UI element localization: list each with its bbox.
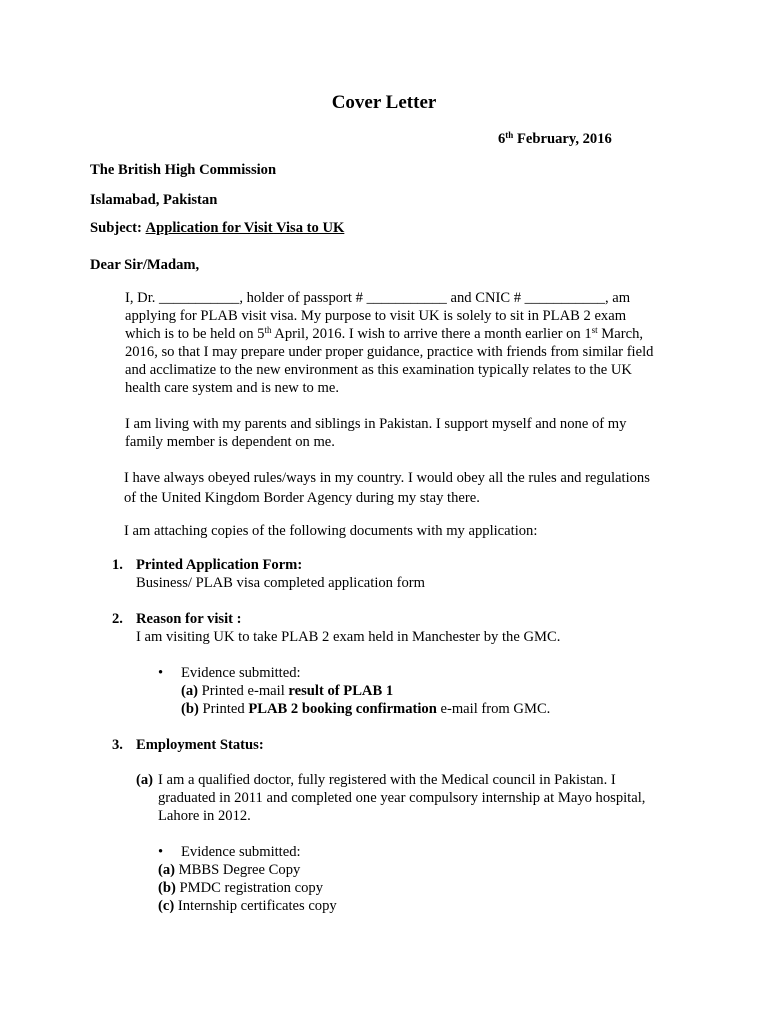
- page-title: Cover Letter: [331, 92, 437, 113]
- employment-label: (a): [136, 772, 154, 788]
- paragraph-1-line-5: and acclimatize to the new environment as this examination typically relates to the UK: [125, 362, 632, 378]
- subject-text: Application for Visit Visa to UK: [145, 220, 345, 236]
- paragraph-2-line-2: family member is dependent on me.: [125, 434, 335, 450]
- evidence-item: (a) Printed e-mail result of PLAB 1: [181, 683, 394, 699]
- list-item-number: 3.: [112, 737, 123, 753]
- evidence-item: (a) MBBS Degree Copy: [158, 862, 301, 878]
- evidence-heading: Evidence submitted:: [181, 665, 301, 681]
- list-item-body: Business/ PLAB visa completed application form: [136, 575, 425, 591]
- paragraph-1-line-6: health care system and is new to me.: [125, 380, 339, 396]
- paragraph-3-line-2: of the United Kingdom Border Agency during my stay there.: [124, 490, 480, 506]
- letter-date: 6th February, 2016: [498, 130, 612, 147]
- paragraph-1-line-4: 2016, so that I may prepare under proper guidance, practice with friends from similar field: [125, 344, 654, 360]
- paragraph-1-line-1: I, Dr. ___________, holder of passport # ___________ and CNIC # ___________, am: [125, 290, 631, 306]
- evidence-item: (c) Internship certificates copy: [158, 898, 337, 914]
- paragraph-2-line-1: I am living with my parents and siblings in Pakistan. I support myself and none of my: [125, 416, 627, 432]
- list-item-heading: Reason for visit :: [136, 611, 242, 627]
- subject-line: [90, 219, 344, 237]
- evidence-item: (b) PMDC registration copy: [158, 880, 323, 896]
- list-item-heading: Printed Application Form:: [136, 557, 303, 573]
- list-item-heading: Employment Status:: [136, 737, 264, 753]
- employment-line-3: Lahore in 2012.: [158, 808, 251, 824]
- list-item-number: 1.: [112, 557, 123, 573]
- bullet-icon: •: [158, 665, 164, 681]
- employment-line-1: I am a qualified doctor, fully registered with the Medical council in Pakistan. I: [158, 772, 616, 788]
- employment-line-2: graduated in 2011 and completed one year compulsory internship at Mayo hospital,: [158, 790, 646, 806]
- list-item-number: 2.: [112, 611, 123, 627]
- subject-label: Subject:: [90, 220, 142, 236]
- paragraph-3-line-1: I have always obeyed rules/ways in my country. I would obey all the rules and regulations: [124, 470, 650, 486]
- paragraph-4: I am attaching copies of the following documents with my application:: [124, 523, 538, 539]
- bullet-icon: •: [158, 844, 164, 860]
- list-item-body: I am visiting UK to take PLAB 2 exam held in Manchester by the GMC.: [136, 629, 561, 645]
- paragraph-1-line-2: applying for PLAB visit visa. My purpose to visit UK is solely to sit in PLAB 2 exam: [125, 308, 627, 324]
- paragraph-1-line-3: which is to be held on 5th April, 2016. I wish to arrive there a month earlier on 1st March,: [125, 325, 644, 342]
- recipient-line-2: Islamabad, Pakistan: [90, 192, 218, 208]
- evidence-item: (b) Printed PLAB 2 booking confirmation e-mail from GMC.: [181, 701, 551, 717]
- evidence-heading: Evidence submitted:: [181, 844, 301, 860]
- salutation: Dear Sir/Madam,: [90, 257, 200, 273]
- recipient-line-1: The British High Commission: [90, 162, 277, 178]
